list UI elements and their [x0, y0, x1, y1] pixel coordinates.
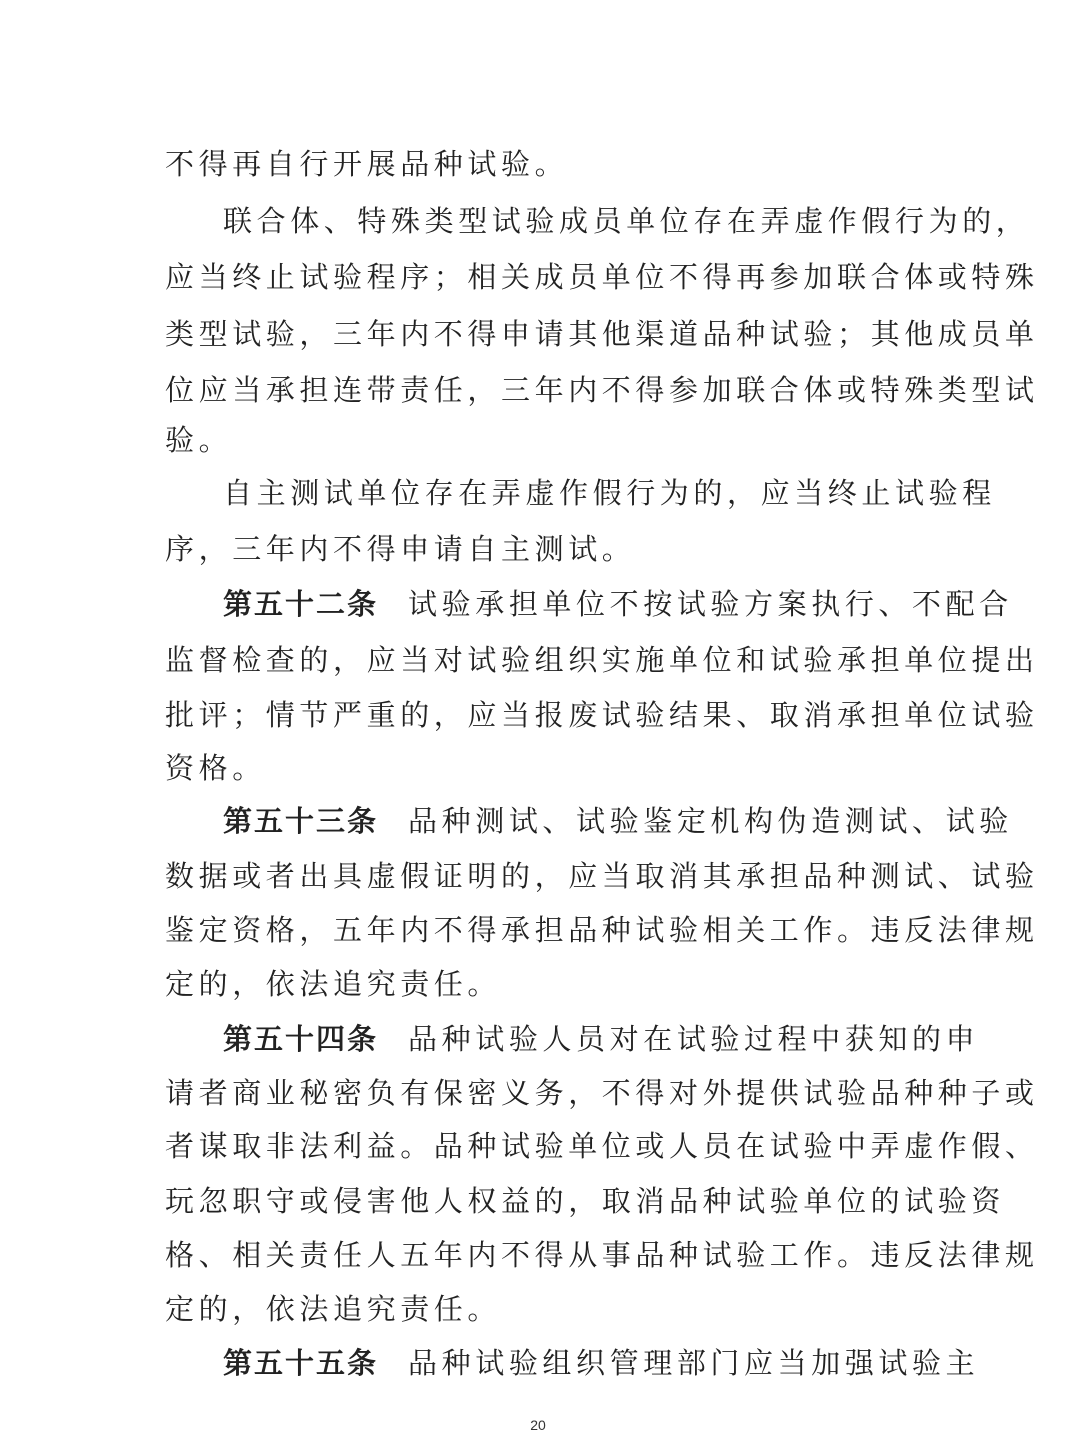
article-text: 品种试验人员对在试验过程中获知的申 — [408, 1022, 980, 1056]
text-line: 不得再自行开展品种试验。 — [165, 147, 569, 181]
text-line: 资格。 — [165, 751, 266, 785]
text-line: 位应当承担连带责任，三年内不得参加联合体或特殊类型试 — [165, 373, 1039, 407]
text-line: 者谋取非法利益。品种试验单位或人员在试验中弄虚作假、 — [165, 1129, 1039, 1163]
text-line: 定的，依法追究责任。 — [165, 1292, 502, 1326]
article-heading: 第五十五条 — [223, 1346, 379, 1380]
page-number: 20 — [530, 1417, 546, 1433]
text-line: 定的，依法追究责任。 — [165, 967, 502, 1001]
text-line: 玩忽职守或侵害他人权益的，取消品种试验单位的试验资 — [165, 1184, 1006, 1218]
text-line: 类型试验，三年内不得申请其他渠道品种试验；其他成员单 — [165, 317, 1039, 351]
text-line: 自主测试单位存在弄虚作假行为的，应当终止试验程 — [223, 476, 996, 510]
article-53-line — [223, 803, 1013, 839]
text-line: 序，三年内不得申请自主测试。 — [165, 532, 636, 566]
text-line: 数据或者出具虚假证明的，应当取消其承担品种测试、试验 — [165, 859, 1039, 893]
article-text: 试验承担单位不按试验方案执行、不配合 — [408, 587, 1013, 621]
article-55-line — [223, 1345, 980, 1381]
article-heading: 第五十二条 — [223, 587, 379, 621]
text-line: 请者商业秘密负有保密义务，不得对外提供试验品种种子或 — [165, 1076, 1039, 1110]
text-line: 鉴定资格，五年内不得承担品种试验相关工作。违反法律规 — [165, 913, 1039, 947]
article-text: 品种测试、试验鉴定机构伪造测试、试验 — [408, 804, 1013, 838]
article-52-line — [223, 586, 1013, 622]
text-line: 应当终止试验程序；相关成员单位不得再参加联合体或特殊 — [165, 260, 1039, 294]
article-heading: 第五十三条 — [223, 804, 379, 838]
text-line: 批评；情节严重的，应当报废试验结果、取消承担单位试验 — [165, 698, 1039, 732]
article-heading: 第五十四条 — [223, 1022, 379, 1056]
article-text: 品种试验组织管理部门应当加强试验主 — [408, 1346, 980, 1380]
text-line: 格、相关责任人五年内不得从事品种试验工作。违反法律规 — [165, 1238, 1039, 1272]
text-line: 联合体、特殊类型试验成员单位存在弄虚作假行为的， — [223, 204, 1030, 238]
article-54-line — [223, 1021, 980, 1057]
text-line: 验。 — [165, 423, 233, 457]
text-line: 监督检查的，应当对试验组织实施单位和试验承担单位提出 — [165, 643, 1039, 677]
